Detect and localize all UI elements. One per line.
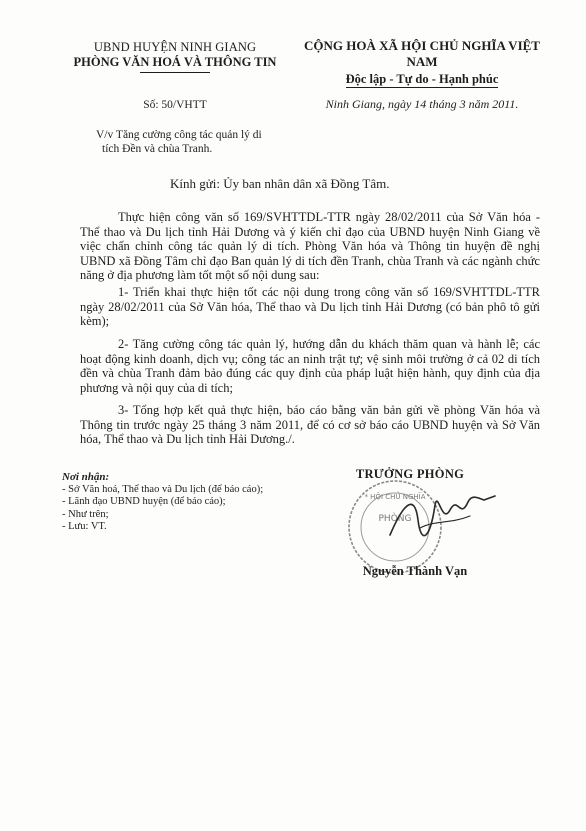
document-number: Số: 50/VHTT: [143, 99, 207, 111]
subject-line2: tích Đền và chùa Tranh.: [102, 143, 213, 155]
body-paragraph-item2: 2- Tăng cường công tác quản lý, hướng dẫn du khách thăm quan và hành lễ; các hoạt động kinh doanh, dịch vụ; công tác an ninh trật tự; vệ sinh môi trường ở cả 02 di tích đền và chùa Tranh đảm bảo đúng các quy định của pháp luật hiện hành, quy định của địa phương và nội quy của di tích;: [80, 337, 540, 395]
stamp-text-mid: PHÒNG: [378, 514, 412, 524]
signature-underline: [420, 516, 470, 528]
handwritten-signature: [380, 480, 500, 550]
body-paragraph-intro: Thực hiện công văn số 169/SVHTTDL-TTR ngày 28/02/2011 của Sở Văn hóa - Thể thao và Du lịch tỉnh Hải Dương và ý kiến chỉ đạo của UBND huyện Ninh Giang về việc chấn chỉnh công tác quản lý di tích. Phòng Văn hóa và Thông tin huyện đề nghị UBND xã Đồng Tâm chỉ đạo Ban quản lý di tích đền Tranh, chùa Tranh và các ngành chức năng ở địa phương làm tốt một số nội dung sau:: [80, 210, 540, 283]
recipient-item: - Lưu: VT.: [62, 521, 107, 532]
subject-line1: V/v Tăng cường công tác quản lý di: [96, 129, 262, 141]
agency-line1: UBND HUYỆN NINH GIANG: [93, 40, 257, 54]
signer-name: Nguyễn Thành Vạn: [362, 564, 468, 578]
recipient-line: Kính gửi: Ủy ban nhân dân xã Đồng Tâm.: [170, 176, 390, 191]
stamp-text-top: * HỘI CHỦ NGHĨA: [364, 493, 426, 501]
subject-block: [96, 128, 286, 156]
recipients-list: [62, 471, 322, 534]
nation-header: [292, 38, 552, 88]
body-paragraph-item1: 1- Triển khai thực hiện tốt các nội dung trong công văn số 169/SVHTTDL-TTR ngày 28/02/2011 của Sở Văn hóa, Thể thao và Du lịch tỉnh Hải Dương (có bản phô tô gửi kèm);: [80, 285, 540, 329]
agency-underline: [140, 72, 210, 73]
recipient-item: - Lãnh đạo UBND huyện (để báo cáo);: [62, 496, 226, 507]
document-date: Ninh Giang, ngày 14 tháng 3 năm 2011.: [325, 97, 519, 111]
body-paragraph-item3: 3- Tổng hợp kết quả thực hiện, báo cáo bằng văn bản gửi về phòng Văn hóa và Thông tin trước ngày 25 tháng 3 năm 2011, để có cơ sở báo cáo UBND huyện và Sở Văn hóa, Thể thao và Du lịch tỉnh Hải Dương./.: [80, 403, 540, 447]
recipients-title: Nơi nhận:: [62, 471, 110, 483]
recipient-item: - Sở Văn hoá, Thể thao và Du lịch (để báo cáo);: [62, 483, 264, 495]
recipient-item: - Như trên;: [62, 508, 109, 520]
signer-title: TRƯỞNG PHÒNG: [355, 467, 465, 481]
nation-title: CỘNG HOÀ XÃ HỘI CHỦ NGHĨA VIỆT NAM: [304, 38, 540, 69]
agency-line2: PHÒNG VĂN HOÁ VÀ THÔNG TIN: [73, 55, 277, 69]
agency-header: [60, 40, 290, 73]
nation-motto: Độc lập - Tự do - Hạnh phúc: [345, 72, 499, 86]
signature-stroke: [390, 496, 495, 536]
